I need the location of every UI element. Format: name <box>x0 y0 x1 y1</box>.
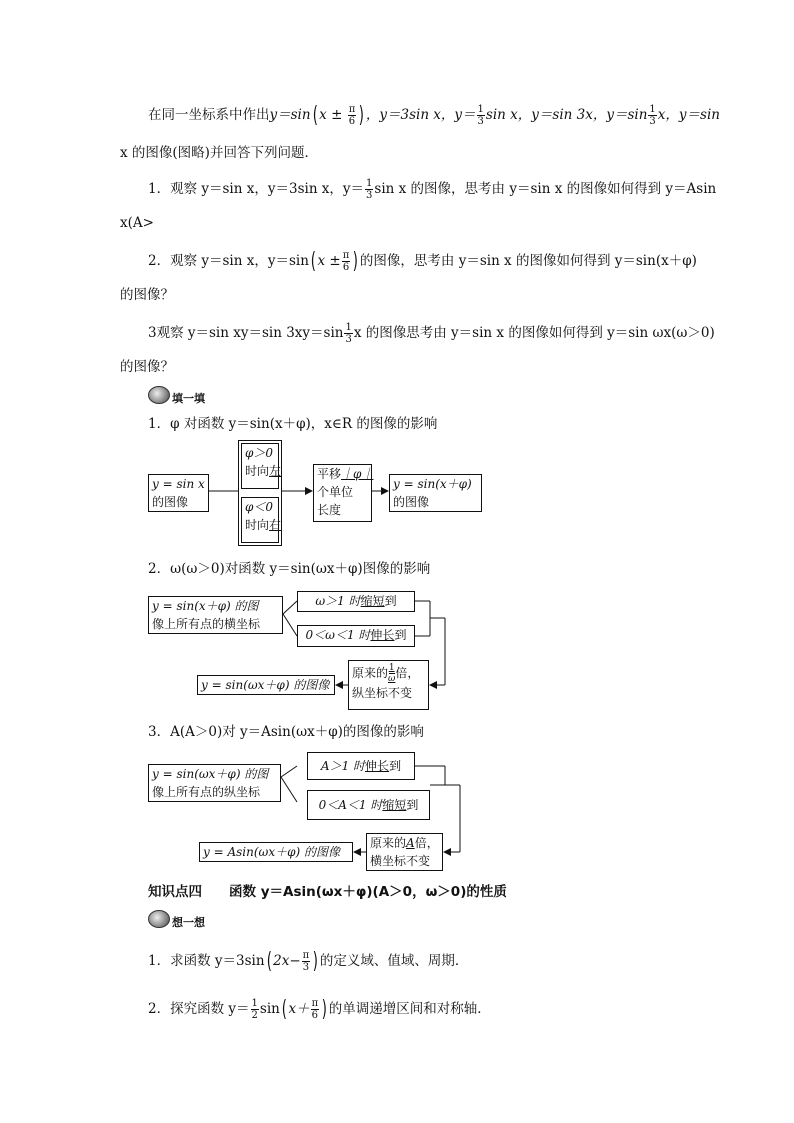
d3-side-line1 <box>370 834 439 852</box>
fill-section-label: 填一填 <box>172 392 205 405</box>
question-1-line-2: x(A> <box>120 215 154 231</box>
frac-den: 3 <box>366 190 373 201</box>
fraction-1-2 <box>251 998 259 1021</box>
d2-start-line2: 像上所有点的横坐标 <box>152 617 261 631</box>
d3-top-cond: A＞1 时 <box>320 759 366 773</box>
frac-num: 1 <box>251 998 258 1009</box>
fraction-pi-6 <box>348 104 357 127</box>
d3-bot-cond: 0＜A＜1 时 <box>318 798 383 812</box>
d3-start-box <box>148 764 281 802</box>
d1-translate-answer: ｜φ｜ <box>341 467 374 481</box>
d1-end-line1: y = sin(x＋φ) <box>393 477 472 491</box>
think-question-2 <box>148 998 491 1021</box>
d1-translate-box <box>313 464 372 522</box>
frac-den: 6 <box>348 116 356 127</box>
frac-num: 1 <box>649 104 656 115</box>
d3-side-times: 倍， <box>414 836 439 850</box>
d2-bot-cond: 0＜ω＜1 时 <box>305 628 371 642</box>
t2-sin: sin <box>259 1001 280 1017</box>
d2-side-text: 原来的 <box>352 666 389 680</box>
d3-side-box <box>366 833 443 871</box>
d3-end-box <box>199 842 353 862</box>
d2-bot-box <box>297 625 415 647</box>
think-section-label: 想一想 <box>172 916 205 929</box>
q1-text: 1．观察 y＝sin x，y＝3sin x，y＝ <box>148 181 365 197</box>
d2-bot-to: 到 <box>394 628 407 642</box>
paren-right: ) <box>321 996 328 1022</box>
t1-text-2: 的定义域、值域、周期． <box>319 953 469 969</box>
t2-text-2: 的单调递增区间和对称轴． <box>328 1001 491 1017</box>
d3-bot-answer: 缩短 <box>382 798 407 812</box>
paren-left: ( <box>312 102 318 128</box>
frac-den: 6 <box>311 1010 319 1021</box>
frac-num: π <box>311 998 319 1009</box>
d1-top-condition: φ＞0 <box>245 446 274 460</box>
frac-den: 3 <box>649 116 656 127</box>
d1-bot-direction <box>245 516 282 534</box>
t1-text: 1．求函数 y＝3sin <box>148 953 265 969</box>
d3-end-text: y = Asin(ωx＋φ) 的图像 <box>203 845 340 859</box>
d2-bot-answer: 伸长 <box>370 628 395 642</box>
intro-func-list: ，y＝3sin x，y＝ <box>365 107 476 123</box>
d2-start-line1: y = sin(x＋φ) 的图 <box>152 599 259 613</box>
d3-top-to: 到 <box>389 759 402 773</box>
d3-bot-box <box>307 790 430 820</box>
d1-end-box <box>389 474 482 512</box>
d3-bot-to: 到 <box>406 798 419 812</box>
d1-top-dir-answer: 左 <box>269 464 282 478</box>
d1-bot-condition: φ＜0 <box>245 500 274 514</box>
frac-num: 1 <box>388 663 395 673</box>
frac-num: 1 <box>366 178 373 189</box>
fraction-1-3-b <box>648 104 656 127</box>
fraction-1-3-q3 <box>344 322 352 345</box>
intro-arg: x ± <box>319 107 343 123</box>
intro-func: y＝sin <box>269 107 311 123</box>
d3-top-answer: 伸长 <box>365 759 390 773</box>
fraction-1-3 <box>477 104 485 127</box>
question-3-line-1 <box>148 322 715 345</box>
intro-func-list-3: x，y＝sin <box>657 107 720 123</box>
paren-left: ( <box>281 996 287 1022</box>
paren-left: ( <box>310 248 316 274</box>
q2-text-2: 的图像，思考由 y＝sin x 的图像如何得到 y＝sin(x＋φ) <box>359 253 697 269</box>
frac-den: 6 <box>342 262 350 273</box>
intro-text: 在同一坐标系中作出 <box>148 107 270 123</box>
d2-side-line2: 纵坐标不变 <box>352 686 413 700</box>
question-2-line-1 <box>148 250 697 273</box>
d2-top-box <box>297 591 415 612</box>
t1-arg: 2x− <box>273 953 301 969</box>
d2-side-line1 <box>352 663 425 684</box>
frac-den: 3 <box>345 334 352 345</box>
d1-branch-top <box>241 443 282 489</box>
d1-translate-line3: 长度 <box>317 503 342 517</box>
question-3-line-2: 的图像？ <box>120 359 174 375</box>
d1-translate-line2: 个单位 <box>317 485 354 499</box>
fraction-1-3-q1 <box>365 178 373 201</box>
q3-text-2: x 的图像思考由 y＝sin x 的图像如何得到 y＝sin ωx(ω＞0) <box>353 325 715 341</box>
d1-bot-dir-text: 时向 <box>245 518 270 532</box>
question-1-line-1 <box>148 178 716 201</box>
d1-start-line1: y = sin x <box>152 477 205 491</box>
intro-line-1 <box>148 104 720 127</box>
intro-line-2: x 的图像(图略)并回答下列问题． <box>120 145 318 161</box>
d2-side-times: 倍， <box>395 666 420 680</box>
d1-branch-bottom <box>241 497 282 543</box>
d1-top-direction <box>245 462 282 480</box>
d1-start-box <box>148 474 209 512</box>
d2-end-box <box>197 675 335 695</box>
q2-text: 2．观察 y＝sin x，y＝sin <box>148 253 309 269</box>
paren-right: ) <box>312 948 319 974</box>
d2-end-text: y = sin(ωx＋φ) 的图像 <box>201 678 330 692</box>
knowledge-point-4-title: 知识点四 函数 y＝Asin(ωx＋φ)(A＞0，ω＞0)的性质 <box>148 884 507 900</box>
frac-num: π <box>302 950 310 961</box>
d2-top-to: 到 <box>384 594 397 608</box>
frac-den: 3 <box>302 962 310 973</box>
d1-end-line2: 的图像 <box>393 495 430 509</box>
d1-start-line2: 的图像 <box>152 495 189 509</box>
thinking-face-icon <box>148 910 170 928</box>
think-question-1 <box>148 950 468 973</box>
diagram-2-title: 2．ω(ω＞0)对函数 y＝sin(ωx＋φ)图像的影响 <box>148 561 431 577</box>
d3-side-line2: 横坐标不变 <box>370 854 431 868</box>
q3-text: 3观察 y＝sin xy＝sin 3xy＝sin <box>148 325 344 341</box>
t2-arg: x＋ <box>288 1001 310 1017</box>
d3-top-box <box>307 752 415 780</box>
d1-top-dir-text: 时向 <box>245 464 270 478</box>
fraction-pi-6-t2 <box>311 998 320 1021</box>
d1-bot-dir-answer: 右 <box>269 518 282 532</box>
q1-text-2: sin x 的图像，思考由 y＝sin x 的图像如何得到 y＝Asin <box>374 181 717 197</box>
d3-start-line1: y = sin(ωx＋φ) 的图 <box>152 767 269 781</box>
diagram-3-title: 3．A(A＞0)对 y＝Asin(ωx＋φ)的图像的影响 <box>148 724 424 740</box>
diagram-1-title: 1．φ 对函数 y＝sin(x＋φ)，x∈R 的图像的影响 <box>148 416 438 432</box>
t2-text: 2．探究函数 y＝ <box>148 1001 250 1017</box>
frac-den: ω <box>388 674 396 684</box>
d1-translate-line1 <box>317 465 374 483</box>
d1-branch-box <box>238 440 282 546</box>
paren-left: ( <box>266 948 272 974</box>
frac-num: π <box>342 250 350 261</box>
frac-num: 1 <box>345 322 352 333</box>
frac-num: 1 <box>477 104 484 115</box>
paren-right: ) <box>353 248 359 274</box>
q2-arg: x ± <box>317 253 341 269</box>
d2-top-cond: ω＞1 时 <box>315 594 361 608</box>
frac-den: 2 <box>251 1010 258 1021</box>
paren-right: ) <box>358 102 365 128</box>
frac-den: 3 <box>477 116 484 127</box>
d3-side-answer: A <box>406 836 415 850</box>
fraction-pi-3 <box>302 950 311 973</box>
intro-func-list-2: sin x，y＝sin 3x，y＝sin <box>485 107 648 123</box>
d2-top-answer: 缩短 <box>360 594 385 608</box>
cartoon-face-icon <box>148 386 170 404</box>
frac-num: π <box>348 104 356 115</box>
d2-start-box <box>148 596 283 634</box>
d1-translate-text: 平移 <box>317 467 342 481</box>
fraction-pi-6-q2 <box>342 250 351 273</box>
question-2-line-2: 的图像？ <box>120 287 174 303</box>
d3-start-line2: 像上所有点的纵坐标 <box>152 785 261 799</box>
d2-side-box <box>348 660 429 710</box>
d3-side-text: 原来的 <box>370 836 407 850</box>
